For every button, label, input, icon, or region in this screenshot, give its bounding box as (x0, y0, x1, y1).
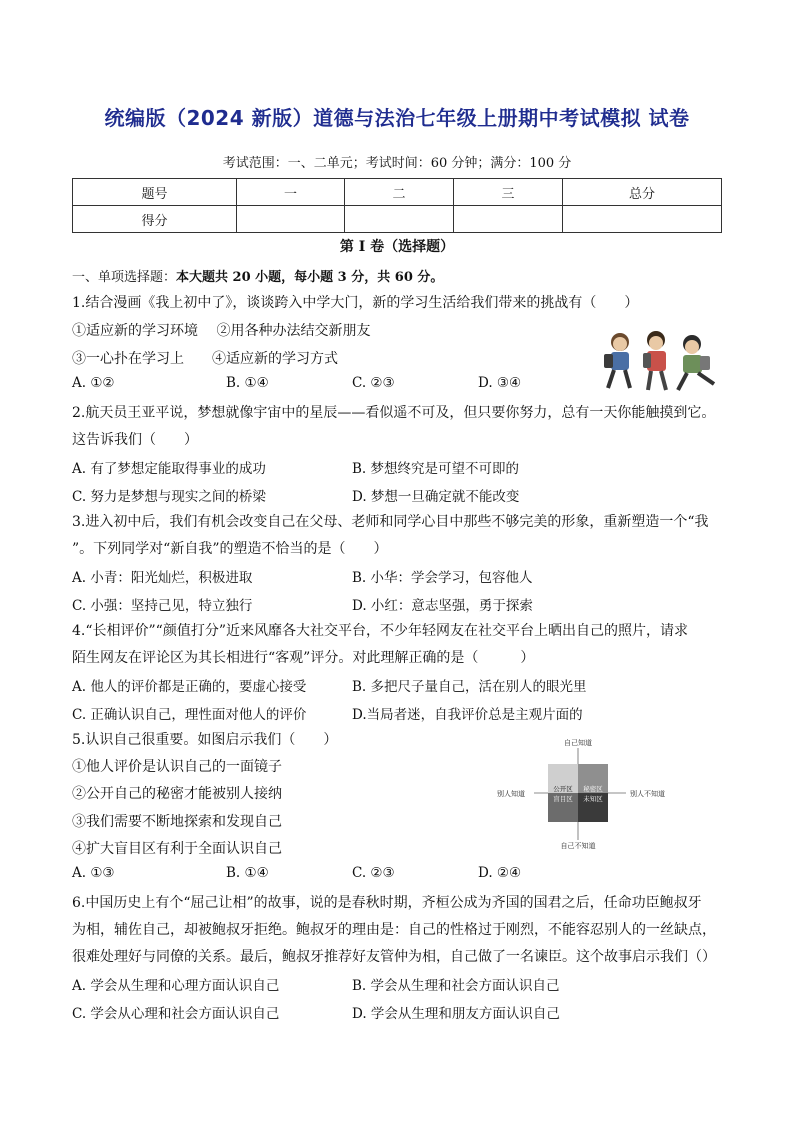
q5-statement-1: ①他人评价是认识自己的一面镜子 (72, 759, 282, 775)
exam-title: 统编版（2024 新版）道德与法治七年级上册期中考试模拟 试卷 (104, 106, 690, 130)
q5-option-b[interactable]: B. ①④ (226, 865, 269, 881)
q5-statement-4: ④扩大盲目区有利于全面认识自己 (72, 841, 282, 857)
q1-option-d[interactable]: D. ③④ (478, 375, 522, 391)
score-cell[interactable] (345, 206, 454, 233)
score-header-2: 二 (345, 179, 454, 206)
student-figure-1 (604, 333, 630, 388)
q5-option-d[interactable]: D. ②④ (478, 865, 522, 881)
score-header-3: 三 (454, 179, 563, 206)
quadrant-unknown-label: 未知区 (583, 795, 603, 803)
q6-option-c[interactable]: C. 学会从心理和社会方面认识自己 (72, 1006, 280, 1022)
part-title: 第 I 卷（选择题） (339, 239, 455, 255)
axis-label-left: 别人知道 (497, 790, 525, 798)
score-header-total: 总分 (563, 179, 722, 206)
q6-option-d[interactable]: D. 学会从生理和朋友方面认识自己 (352, 1006, 560, 1022)
johari-window-diagram (494, 736, 674, 852)
q2-option-a[interactable]: A. 有了梦想定能取得事业的成功 (72, 461, 266, 477)
score-row-label: 得分 (73, 206, 237, 233)
q6-stem-line-2: 为相，辅佐自己，却被鲍叔牙拒绝。鲍叔牙的理由是：自己的性格过于刚烈，不能容忍别人的一丝缺点， (72, 922, 716, 938)
q2-option-b[interactable]: B. 梦想终究是可望不可即的 (352, 461, 520, 477)
exam-info: 考试范围：一、二单元；考试时间：60 分钟；满分：100 分 (222, 156, 572, 171)
q6-stem-line-3: 很难处理好与同僚的关系。最后，鲍叔牙推荐好友管仲为相，自己做了一名谏臣。这个故事启示我们（） (72, 949, 716, 965)
q6-stem-line-1: 6.中国历史上有个“屈己让相”的故事，说的是春秋时期，齐桓公成为齐国的国君之后，任命功臣鲍叔牙 (72, 895, 702, 911)
score-cell[interactable] (237, 206, 345, 233)
q2-stem-line-2: 这告诉我们（ ） (72, 432, 198, 448)
quadrant-open-label: 公开区 (553, 785, 573, 793)
q4-option-a[interactable]: A. 他人的评价都是正确的，要虚心接受 (72, 679, 307, 695)
cartoon-students-image (598, 326, 726, 396)
q5-option-c[interactable]: C. ②③ (352, 865, 395, 881)
q4-stem-line-1: 4.“长相评价”“颜值打分”近来风靡各大社交平台，不少年轻网友在社交平台上晒出自己的照片，请求 (72, 623, 688, 639)
q1-option-b[interactable]: B. ①④ (226, 375, 269, 391)
q1-statement-2: ③一心扑在学习上 ④适应新的学习方式 (72, 351, 338, 367)
q4-option-c[interactable]: C. 正确认识自己，理性面对他人的评价 (72, 707, 307, 723)
q6-option-a[interactable]: A. 学会从生理和心理方面认识自己 (72, 978, 280, 994)
q3-option-c[interactable]: C. 小强：坚持己见，特立独行 (72, 598, 253, 614)
section-heading (72, 266, 443, 285)
score-header-qnum: 题号 (73, 179, 237, 206)
q3-stem-line-1: 3.进入初中后，我们有机会改变自己在父母、老师和同学心目中那些不够完美的形象，重新塑造一个“我 (72, 514, 709, 530)
q1-option-c[interactable]: C. ②③ (352, 375, 395, 391)
quadrant-blind-label: 盲目区 (553, 795, 573, 803)
q5-option-a[interactable]: A. ①③ (72, 865, 115, 881)
q2-option-c[interactable]: C. 努力是梦想与现实之间的桥梁 (72, 489, 266, 505)
axis-label-bottom: 自己不知道 (560, 842, 596, 850)
q3-option-b[interactable]: B. 小华：学会学习，包容他人 (352, 570, 533, 586)
q4-option-b[interactable]: B. 多把尺子量自己，活在别人的眼光里 (352, 679, 587, 695)
q5-statement-3: ③我们需要不断地探索和发现自己 (72, 814, 282, 830)
q3-stem-line-2: ”。下列同学对“新自我”的塑造不恰当的是（ ） (72, 541, 388, 557)
q3-option-a[interactable]: A. 小青：阳光灿烂，积极进取 (72, 570, 253, 586)
student-figure-3 (678, 335, 714, 390)
q5-stem: 5.认识自己很重要。如图启示我们（ ） (72, 732, 338, 748)
section-prefix: 一、单项选择题： (72, 270, 177, 285)
q2-option-d[interactable]: D. 梦想一旦确定就不能改变 (352, 489, 520, 505)
score-header-1: 一 (237, 179, 345, 206)
q1-statement-1: ①适应新的学习环境 ②用各种办法结交新朋友 (72, 323, 371, 339)
section-rule: 本大题共 20 小题，每小题 3 分，共 60 分。 (176, 270, 444, 285)
q4-stem-line-2: 陌生网友在评论区为其长相进行“客观”评分。对此理解正确的是（ ） (72, 650, 535, 666)
quadrant-hidden-label: 秘密区 (583, 785, 603, 793)
q4-option-d[interactable]: D.当局者迷，自我评价总是主观片面的 (352, 707, 583, 723)
axis-label-top: 自己知道 (564, 739, 592, 747)
q2-stem-line-1: 2.航天员王亚平说，梦想就像宇宙中的星辰——看似遥不可及，但只要你努力，总有一天你能触摸到它。 (72, 405, 716, 421)
student-figure-2 (643, 331, 666, 390)
score-table (72, 178, 722, 233)
q6-option-b[interactable]: B. 学会从生理和社会方面认识自己 (352, 978, 560, 994)
q1-option-a[interactable]: A. ①② (72, 375, 115, 391)
q5-statement-2: ②公开自己的秘密才能被别人接纳 (72, 786, 282, 802)
q1-stem: 1.结合漫画《我上初中了》，谈谈跨入中学大门，新的学习生活给我们带来的挑战有（ ） (72, 295, 639, 311)
score-cell[interactable] (563, 206, 722, 233)
axis-label-right: 别人不知道 (630, 790, 665, 798)
q3-option-d[interactable]: D. 小红：意志坚强，勇于探索 (352, 598, 533, 614)
score-cell[interactable] (454, 206, 563, 233)
